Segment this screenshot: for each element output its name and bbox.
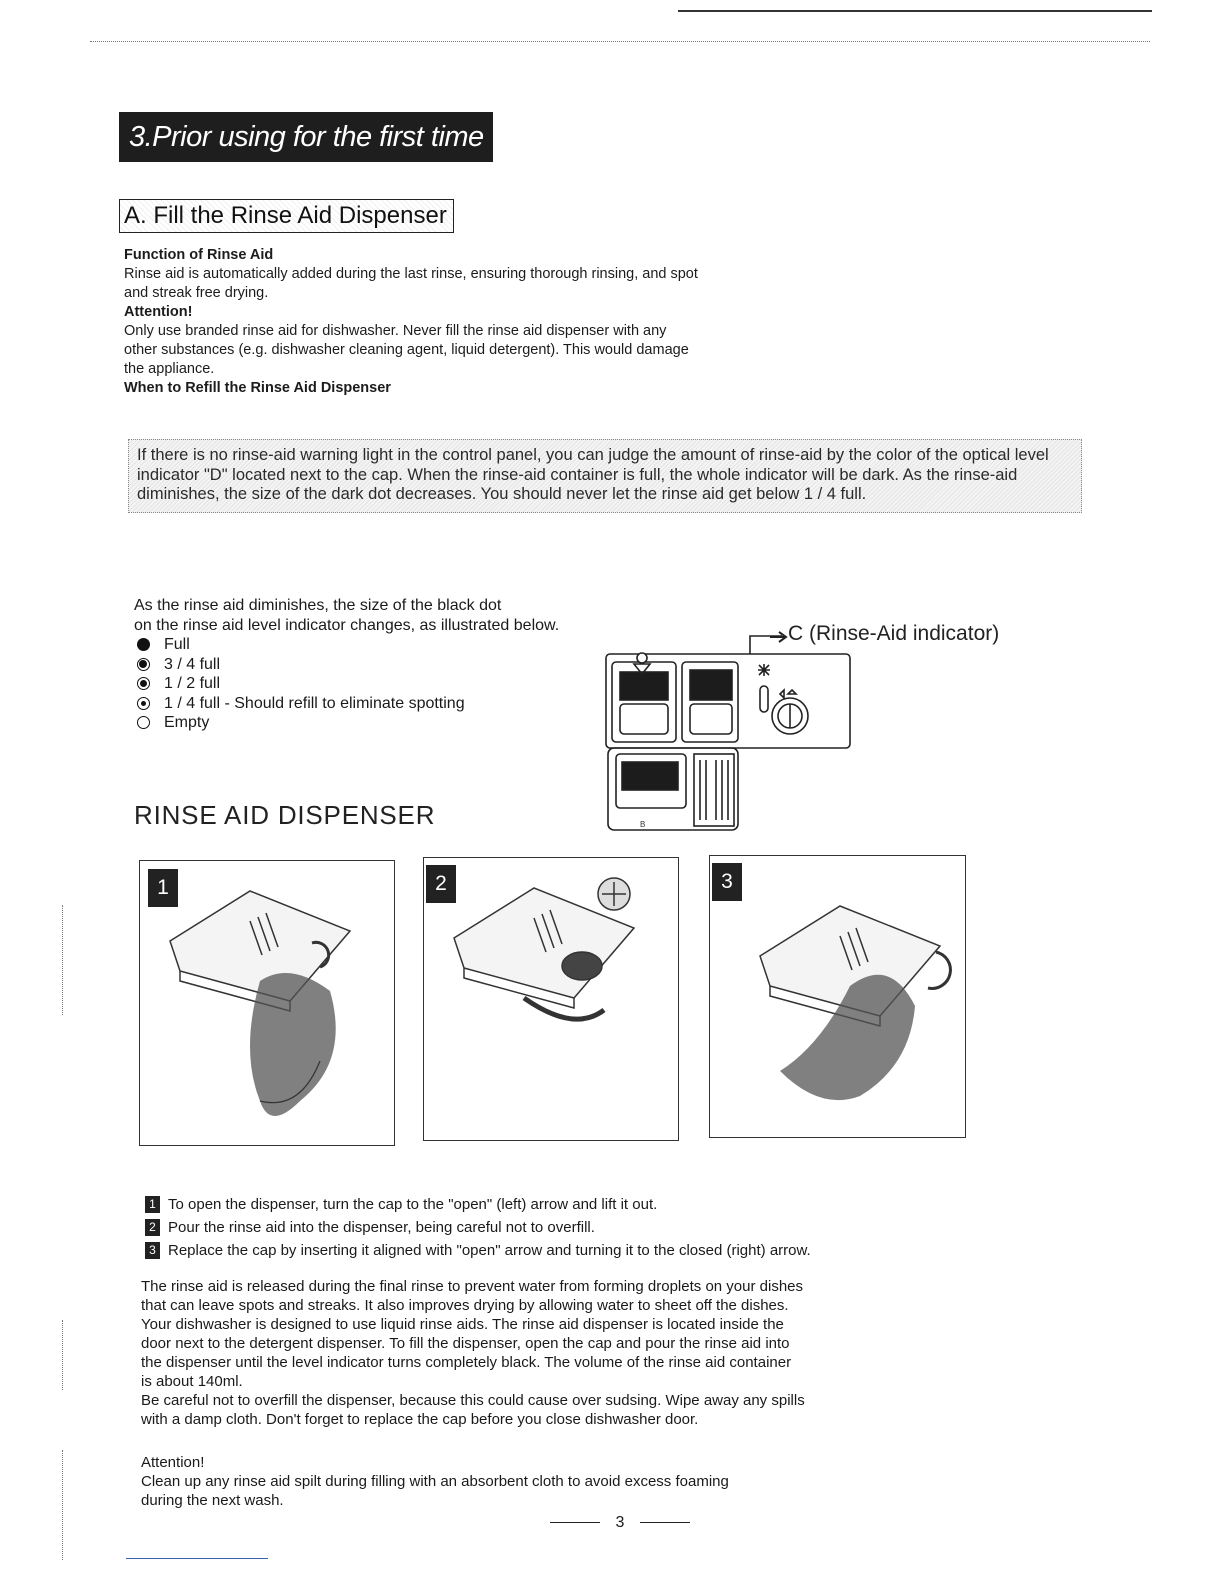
body-line: Your dishwasher is designed to use liquid rinse aids. The rinse aid dispenser is located inside the — [141, 1316, 784, 1333]
attention-text-line: Only use branded rinse aid for dishwasher. Never fill the rinse aid dispenser with any — [124, 323, 667, 339]
level-item — [134, 694, 594, 714]
level-dot-icon — [134, 696, 152, 710]
refill-heading: When to Refill the Rinse Aid Dispenser — [124, 380, 391, 396]
close-cap-illustration — [710, 856, 967, 1139]
rinse-aid-description — [141, 1277, 831, 1429]
body-line: door next to the detergent dispenser. To fill the dispenser, open the cap and pour the rinse aid into — [141, 1335, 790, 1352]
level-dot-icon — [134, 657, 152, 671]
step-number: 1 — [145, 1196, 160, 1213]
optical-level-indicator — [760, 686, 768, 712]
function-heading: Function of Rinse Aid — [124, 247, 274, 263]
body-line: with a damp cloth. Don't forget to replace the cap before you close dishwasher door. — [141, 1411, 699, 1428]
page-number-footer — [530, 1514, 710, 1532]
subsection-title: A. Fill the Rinse Aid Dispenser — [119, 199, 454, 233]
attention-note-heading: Attention! — [141, 1454, 205, 1471]
top-rule — [678, 10, 1152, 12]
level-label: 3 / 4 full — [164, 655, 221, 673]
margin-mark — [62, 1320, 64, 1390]
levels-intro-line: on the rinse aid level indicator changes, as illustrated below. — [134, 616, 560, 634]
step-item — [145, 1193, 865, 1216]
notice-line: If there is no rinse-aid warning light in the control panel, you can judge the amount of rinse-aid by the color of the optical level — [137, 446, 1049, 464]
level-label: Empty — [164, 714, 210, 731]
pour-rinse-aid-illustration — [424, 858, 680, 1142]
attention-note-line: during the next wash. — [141, 1492, 284, 1509]
level-item — [134, 655, 594, 675]
step-item — [145, 1239, 865, 1262]
attention-text-line: other substances (e.g. dishwasher cleaning agent, liquid detergent). This would damage — [124, 342, 689, 358]
rinse-aid-dispenser-title: RINSE AID DISPENSER — [134, 800, 436, 830]
arrow-icon — [770, 630, 790, 644]
refill-notice-box — [128, 439, 1082, 513]
rinse-aid-indicator-label: C (Rinse-Aid indicator) — [788, 622, 1000, 645]
level-indicator-list — [134, 596, 594, 733]
step-number-badge: 1 — [148, 869, 178, 907]
diagram-label-b: B — [640, 820, 646, 829]
step-panel-1 — [139, 860, 395, 1146]
notice-line: diminishes, the size of the dark dot decreases. You should never let the rinse aid get below 1 / 4 full. — [137, 485, 867, 503]
step-number-badge: 3 — [712, 863, 742, 901]
body-line: that can leave spots and streaks. It also improves drying by allowing water to sheet off the dishes. — [141, 1297, 789, 1314]
step-number-badge: 2 — [426, 865, 456, 903]
attention-note — [141, 1453, 781, 1510]
step-text: Replace the cap by inserting it aligned with "open" arrow and turning it to the closed (right) arrow. — [168, 1242, 811, 1259]
level-dot-icon — [134, 716, 152, 730]
footer-dash — [550, 1522, 600, 1523]
levels-intro-line: As the rinse aid diminishes, the size of the black dot — [134, 597, 502, 614]
attention-text-line: the appliance. — [124, 361, 215, 377]
level-item — [134, 635, 594, 655]
step-text: To open the dispenser, turn the cap to the "open" (left) arrow and lift it out. — [168, 1196, 658, 1213]
level-item — [134, 713, 594, 733]
body-line: the dispenser until the level indicator turns completely black. The volume of the rinse aid container — [141, 1354, 792, 1371]
section-title: 3.Prior using for the first time — [119, 112, 493, 162]
function-text-line: and streak free drying. — [124, 285, 269, 301]
margin-mark — [62, 905, 64, 1015]
step-text: Pour the rinse aid into the dispenser, being careful not to overfill. — [168, 1219, 595, 1236]
function-block — [124, 246, 744, 398]
bottom-rule — [126, 1558, 268, 1559]
level-dot-icon — [134, 677, 152, 691]
level-item — [134, 674, 594, 694]
dispenser-diagram — [600, 618, 860, 834]
attention-heading: Attention! — [124, 304, 193, 320]
footer-dash — [640, 1522, 690, 1523]
step-number: 3 — [145, 1242, 160, 1259]
page-number: 3 — [615, 1514, 625, 1531]
level-label: 1 / 2 full — [164, 675, 221, 692]
step-list — [145, 1193, 865, 1262]
function-text-line: Rinse aid is automatically added during the last rinse, ensuring thorough rinsing, and spot — [124, 266, 698, 282]
open-cap-illustration — [140, 861, 396, 1147]
body-line: Be careful not to overfill the dispenser, because this could cause over sudsing. Wipe away any spills — [141, 1392, 805, 1409]
margin-mark — [62, 1450, 64, 1560]
step-panel-3 — [709, 855, 966, 1138]
notice-line: indicator "D" located next to the cap. When the rinse-aid container is full, the whole indicator will be dark. As the rinse-aid — [137, 465, 1018, 484]
step-panel-2 — [423, 857, 679, 1141]
body-line: is about 140ml. — [141, 1373, 243, 1390]
step-number: 2 — [145, 1219, 160, 1236]
top-dotted-rule — [90, 41, 1150, 42]
level-label: 1 / 4 full - Should refill to eliminate spotting — [164, 694, 465, 712]
level-dot-icon — [134, 638, 152, 652]
attention-note-line: Clean up any rinse aid spilt during filling with an absorbent cloth to avoid excess foaming — [141, 1473, 729, 1490]
level-label: Full — [164, 636, 190, 653]
body-line: The rinse aid is released during the final rinse to prevent water from forming droplets on your dishes — [141, 1278, 803, 1295]
step-item — [145, 1216, 865, 1239]
